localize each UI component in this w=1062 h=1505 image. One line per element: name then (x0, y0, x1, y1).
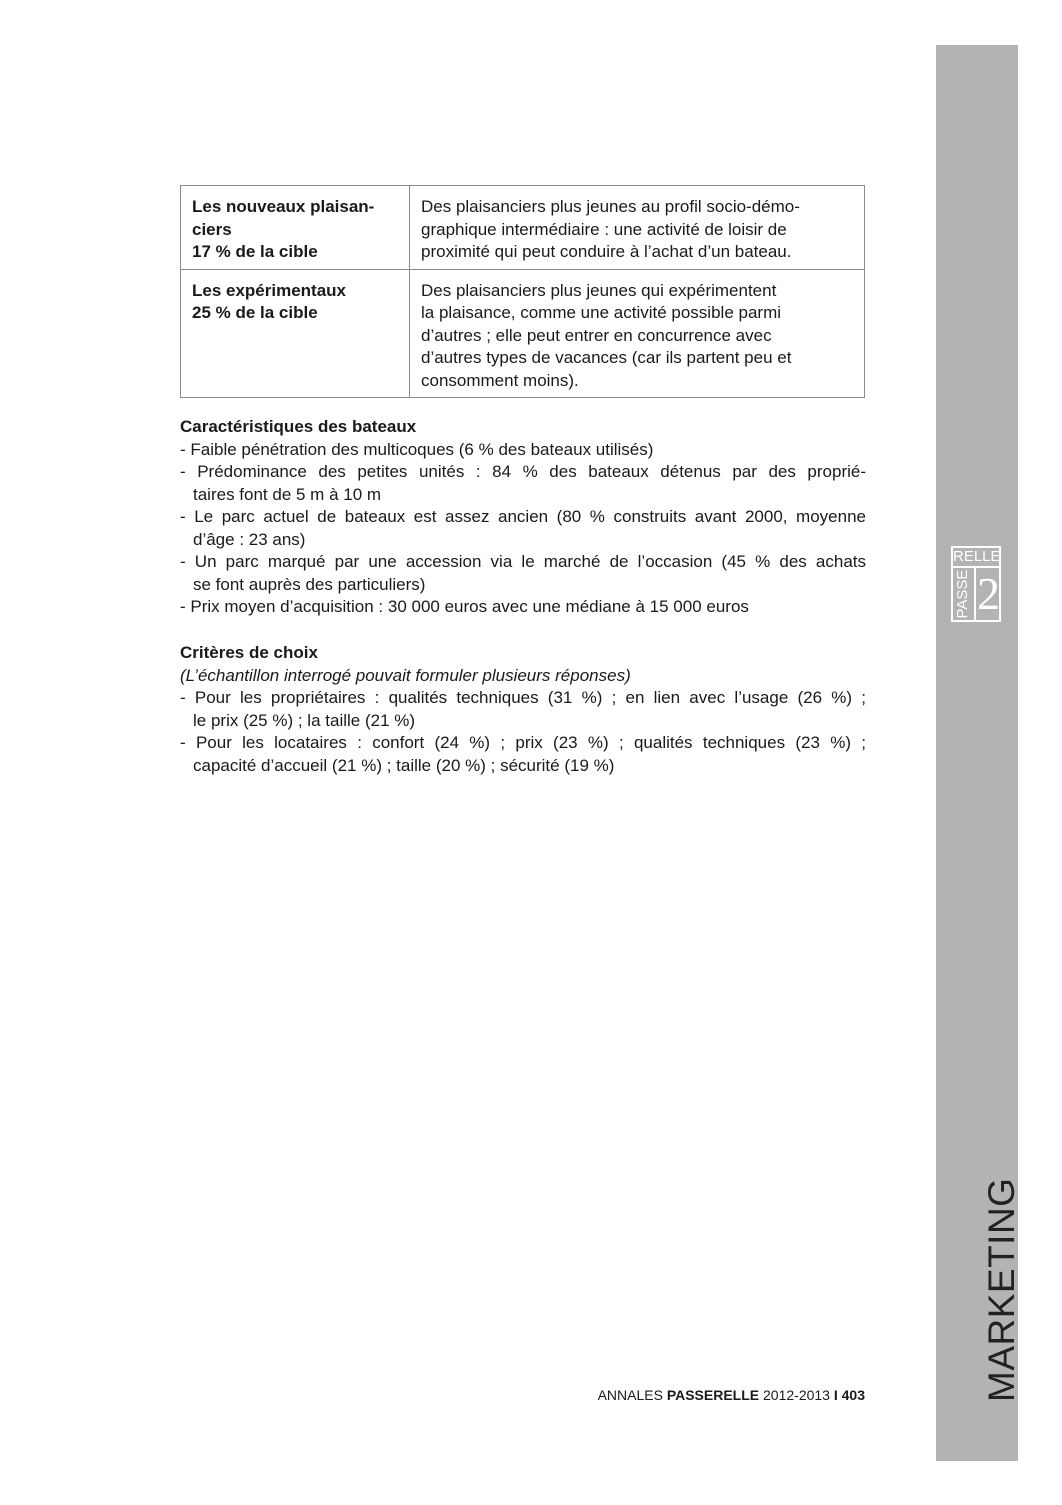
page-footer (598, 1387, 865, 1403)
section-title-marketing: MARKETING (981, 1177, 1022, 1402)
bullet-continuation: le prix (25 %) ; la taille (21 %) (193, 710, 416, 730)
section-heading: Critères de choix (180, 643, 318, 662)
logo-number: 2 (974, 568, 1001, 620)
bullet-continuation: se font auprès des particuliers) (193, 574, 426, 594)
boats-section (180, 416, 866, 619)
segment-title-cell (181, 186, 410, 270)
cell-line: d’autres types de vacances (car ils partent peu et (421, 348, 792, 367)
footer-passerelle: PASSERELLE (666, 1387, 760, 1403)
logo-passe-text: PASSE (954, 569, 971, 619)
bullet-line: - Faible pénétration des multicoques (6 % des bateaux utilisés) (180, 439, 654, 459)
bullet-continuation: d’âge : 23 ans) (193, 529, 306, 549)
bullet-line: - Pour les propriétaires : qualités techniques (31 %) ; en lien avec l’usage (26 %) ; (180, 688, 866, 707)
segment-description-cell (410, 186, 865, 270)
cell-line: la plaisance, comme une activité possible parmi (421, 303, 782, 322)
bullet-line: - Pour les locataires : confort (24 %) ; prix (23 %) ; qualités techniques (23 %) ; (180, 733, 866, 752)
bullet-line: - Prix moyen d’acquisition : 30 000 euros avec une médiane à 15 000 euros (180, 597, 749, 616)
bullet-line: - Prédominance des petites unités : 84 % des bateaux détenus par des proprié- (180, 462, 866, 481)
table-row (181, 269, 865, 398)
passerelle-2-logo (951, 546, 1001, 622)
page-number: 403 (841, 1387, 865, 1403)
bullet-continuation: taires font de 5 m à 10 m (193, 484, 382, 504)
criteria-section (180, 642, 866, 777)
cell-line: graphique intermédiaire : une activité de loisir de (421, 219, 787, 239)
footer-years: 2012-2013 (759, 1387, 834, 1403)
cell-line: Les nouveaux plaisan- (192, 197, 375, 216)
cell-line: consomment moins). (421, 370, 579, 390)
footer-annales: ANNALES (597, 1387, 667, 1403)
cell-line: Des plaisanciers plus jeunes qui expérimentent (421, 280, 777, 300)
segment-table (180, 185, 865, 398)
cell-line: 17 % de la cible (192, 242, 318, 261)
criteria-note: (L’échantillon interrogé pouvait formuler plusieurs réponses) (180, 665, 631, 685)
cell-line: ciers (192, 219, 232, 239)
logo-relle-text: RELLE (953, 548, 999, 568)
bullet-continuation: capacité d’accueil (21 %) ; taille (20 %) ; sécurité (19 %) (193, 755, 615, 775)
cell-line: Les expérimentaux (192, 280, 347, 300)
segment-title-cell (181, 269, 410, 398)
segment-description-cell (410, 269, 865, 398)
cell-line: Des plaisanciers plus jeunes au profil socio-démo- (421, 197, 800, 216)
cell-line: d’autres ; elle peut entrer en concurrence avec (421, 325, 772, 345)
cell-line: proximité qui peut conduire à l’achat d’un bateau. (421, 242, 792, 261)
table-row (181, 186, 865, 270)
bullet-line: - Un parc marqué par une accession via le marché de l’occasion (45 % des achats (180, 552, 866, 571)
section-heading: Caractéristiques des bateaux (180, 417, 417, 436)
cell-line: 25 % de la cible (192, 303, 318, 322)
footer-separator: I (833, 1387, 838, 1403)
bullet-line: - Le parc actuel de bateaux est assez ancien (80 % construits avant 2000, moyenne (180, 507, 866, 526)
